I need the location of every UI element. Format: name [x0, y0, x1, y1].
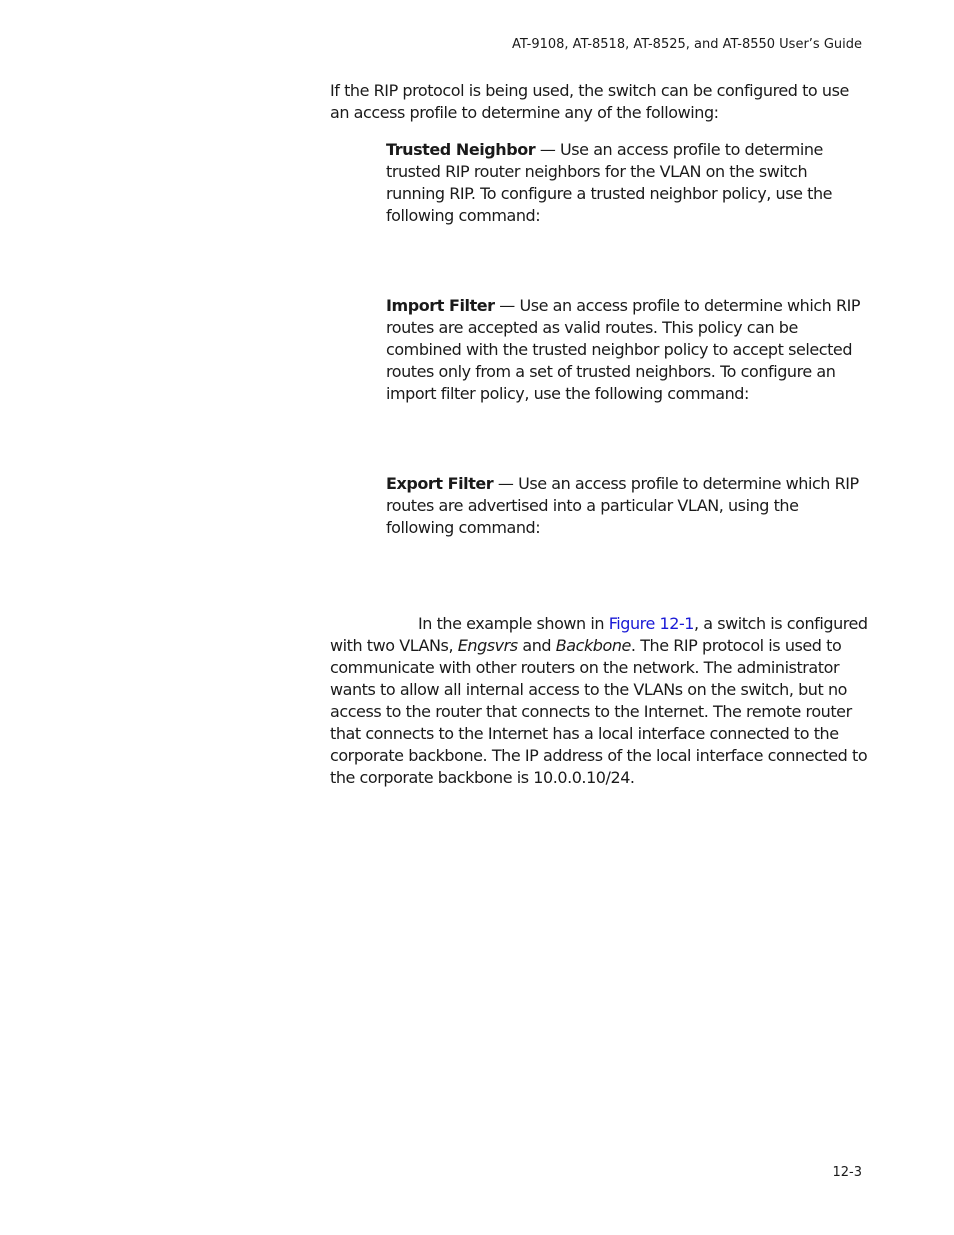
trusted-neighbor-term: Trusted Neighbor: [386, 140, 536, 159]
example-text-part1: In the example shown in: [418, 614, 609, 633]
vlan-backbone: Backbone: [555, 636, 631, 655]
intro-paragraph: If the RIP protocol is being used, the switch can be configured to use an access profile to determine any of the following:: [330, 81, 849, 122]
import-filter-description: — Use an access profile to determine which RIP routes are accepted as valid routes. This policy can be combined with the trusted neighbor policy to accept selected routes only from a set of trusted neighbors. To configure an import filter policy, use the following command:: [386, 296, 861, 403]
page-number: 12-3: [832, 1165, 862, 1180]
export-filter-description: — Use an access profile to determine which RIP routes are advertised into a particular VLAN, using the following command:: [386, 474, 859, 537]
example-paragraph: [330, 613, 870, 789]
figure-12-1-link[interactable]: Figure 12-1: [608, 614, 695, 633]
page-header: AT-9108, AT-8518, AT-8525, and AT-8550 User’s Guide: [512, 37, 862, 52]
vlan-engsvrs: Engsvrs: [457, 636, 518, 655]
import-filter-term: Import Filter: [386, 296, 495, 315]
export-filter-term: Export Filter: [386, 474, 494, 493]
example-text-part2: , a switch is configured with two VLANs,: [330, 614, 868, 655]
export-filter-item: [386, 473, 870, 539]
trusted-neighbor-description: — Use an access profile to determine trusted RIP router neighbors for the VLAN on the switch running RIP. To configure a trusted neighbor policy, use the following command:: [386, 140, 833, 225]
trusted-neighbor-item: [386, 139, 870, 227]
example-text-part3: and: [517, 636, 556, 655]
import-filter-item: [386, 295, 870, 405]
example-text-part4: . The RIP protocol is used to communicate with other routers on the network. The administrator wants to allow all internal access to the VLANs on the switch, but no access to the router that connects to the Internet. The remote router that connects to the Internet has a local interface connected to the corporate backbone. The IP address of the local interface connected to the corporate backbone is 10.0.0.10/24.: [330, 636, 868, 787]
